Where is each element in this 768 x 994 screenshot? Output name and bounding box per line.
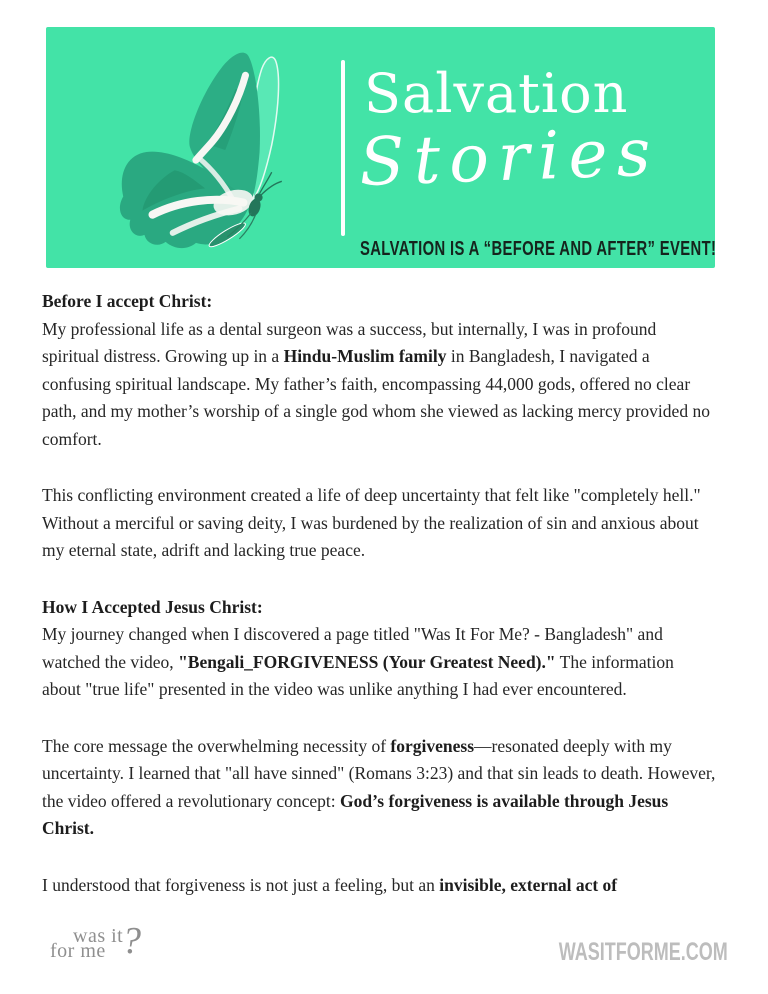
butterfly-icon xyxy=(114,49,286,251)
paragraph-before-2: This conflicting environment created a life of deep uncertainty that felt like "completely hell." Without a merciful or saving deity, I was burdened by the realization of sin and anxious about my eternal state, adrift and lacking true peace. xyxy=(42,485,701,560)
paragraph-how-2 xyxy=(42,733,716,843)
paragraph-before-1 xyxy=(42,316,716,454)
bold-run: Hindu-Muslim family xyxy=(283,346,447,366)
text-run: My journey changed when I discovered a page titled "Was It For Me? - Bangladesh" and watched the video, xyxy=(42,624,663,672)
text-run: The information about "true life" presented in the video was unlike anything I had ever encountered. xyxy=(42,651,674,699)
bold-run: forgiveness xyxy=(390,735,475,756)
banner-title-script: Stories xyxy=(358,113,661,201)
logo-line-2: for me xyxy=(50,940,106,962)
section-heading-how: How I Accepted Jesus Christ: xyxy=(42,596,263,617)
bold-run: invisible, external act of xyxy=(439,874,618,895)
bold-run: God’s forgiveness is available through Jesus Christ. xyxy=(42,790,669,838)
banner-title: Salvation xyxy=(364,62,629,125)
paragraph-how-3 xyxy=(42,872,716,900)
text-run: My professional life as a dental surgeon was a success, but internally, I was in profound spiritual distress. Growing up in a xyxy=(42,318,657,366)
text-run: The core message the overwhelming necessity of xyxy=(42,735,391,756)
website-url: WASITFORME.COM xyxy=(559,938,728,966)
text-run: in Bangladesh, I navigated a confusing spiritual landscape. My father’s faith, encompassing 44,000 gods, offered no clear path, and my mother’s worship of a single god whom she viewed as lacking mercy provided no comfort. xyxy=(42,346,710,449)
paragraph-how-1 xyxy=(42,621,716,704)
banner-divider xyxy=(341,60,345,236)
text-run: —resonated deeply with my uncertainty. I learned that "all have sinned" (Romans 3:23) and that sin leads to death. However, the video offered a revolutionary concept: xyxy=(42,735,716,811)
section-heading-before: Before I accept Christ: xyxy=(42,291,213,311)
was-it-for-me-logo xyxy=(48,920,158,981)
banner-tagline: SALVATION IS A “BEFORE AND AFTER” EVENT! xyxy=(360,238,717,260)
text-run: I understood that forgiveness is not just a feeling, but an xyxy=(42,874,440,895)
article xyxy=(42,288,716,899)
bold-run: "Bengali_FORGIVENESS (Your Greatest Need)." xyxy=(178,651,556,672)
logo-line-1: was it xyxy=(73,925,124,947)
banner xyxy=(46,27,715,268)
question-mark-icon: ? xyxy=(122,920,141,962)
